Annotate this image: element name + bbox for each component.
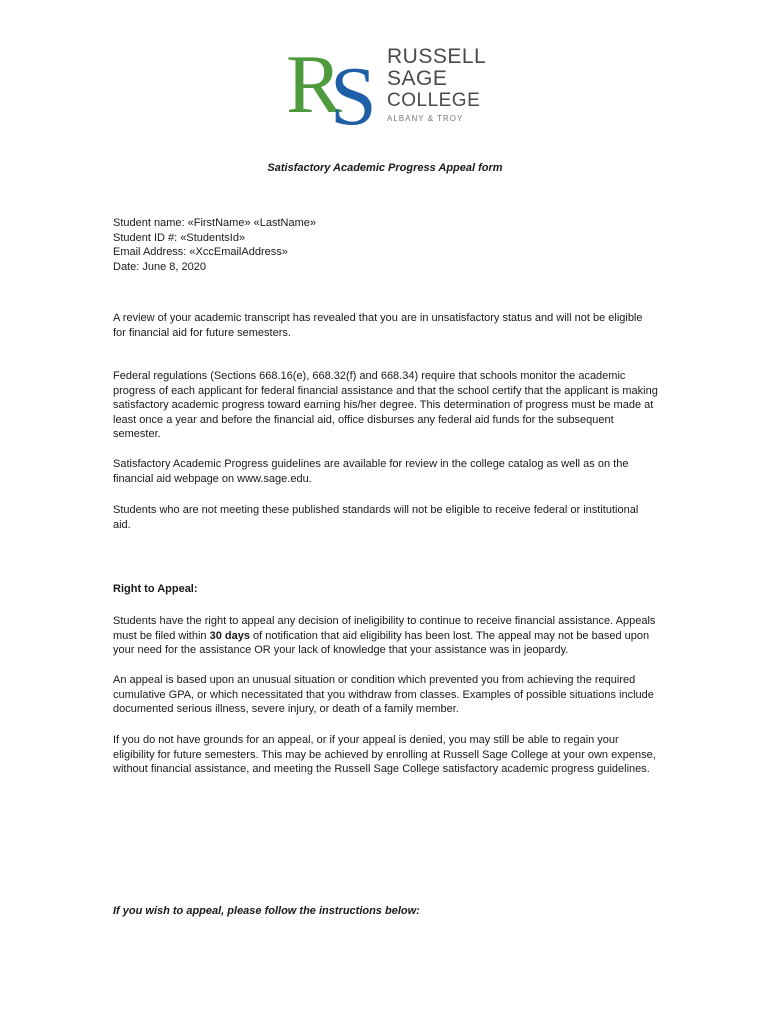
instructions-heading: If you wish to appeal, please follow the instructions below:: [113, 905, 420, 917]
paragraph-appeal-right: [113, 614, 658, 658]
paragraph-appeal-right-text: [113, 614, 658, 658]
paragraph-guidelines-text: Satisfactory Academic Progress guidelines are available for review in the college catalog as well as on the financial aid webpage on www.sage.edu.: [113, 458, 629, 485]
student-id: Student ID #: «StudentsId»: [113, 231, 246, 244]
logo-line-sage: SAGE: [387, 67, 448, 90]
logo-line-location: ALBANY & TROY: [387, 114, 464, 123]
paragraph-standards: [113, 503, 658, 532]
right-to-appeal-heading: Right to Appeal:: [113, 583, 198, 595]
student-name: Student name: «FirstName» «LastName»: [113, 217, 316, 229]
paragraph-status: [113, 311, 658, 340]
college-logo: [284, 44, 494, 128]
paragraph-regulations: [113, 369, 658, 442]
paragraph-guidelines: [113, 457, 658, 486]
student-email: Email Address: «XccEmailAddress»: [113, 246, 288, 259]
paragraph-status-text: A review of your academic transcript has revealed that you are in unsatisfactory status and will not be eligible for financial aid for future semesters.: [113, 312, 643, 339]
student-info: [113, 216, 658, 274]
appeal-text-after: of notification that aid eligibility has been lost. The appeal may not be based upon your need for the assistance OR your lack of knowledge that your assistance was in jeopardy.: [113, 629, 650, 657]
logo-initial-r: R: [286, 44, 343, 128]
logo-wordmark: [387, 46, 486, 125]
logo-line-russell: RUSSELL: [387, 45, 487, 68]
logo-initial-s: S: [330, 50, 377, 128]
paragraph-no-grounds: [113, 733, 658, 777]
paragraph-standards-text: Students who are not meeting these published standards will not be eligible to receive federal or institutional aid.: [113, 504, 639, 531]
paragraph-appeal-basis-text: An appeal is based upon an unusual situation or condition which prevented you from achieving the required cumulative GPA, or which necessitated that you withdraw from classes. Examples of possible situations include documented serious illness, severe injury, or death of a family member.: [113, 674, 654, 716]
logo-monogram: [284, 44, 384, 128]
paragraph-no-grounds-text: If you do not have grounds for an appeal, or if your appeal is denied, you may still be able to regain your eligibility for future semesters. This may be achieved by enrolling at Russell Sage College at your own expense, without financial assistance, and meeting the Russell Sage College satisfactory academic progress guidelines.: [113, 734, 656, 776]
paragraph-appeal-basis: [113, 673, 658, 717]
appeal-text-before: Students have the right to appeal any decision of ineligibility to continue to receive financial assistance. Appeals must be filed within: [113, 615, 656, 642]
appeal-deadline: 30 days: [209, 629, 250, 642]
form-title: Satisfactory Academic Progress Appeal form: [267, 162, 503, 174]
paragraph-regulations-text: Federal regulations (Sections 668.16(e), 668.32(f) and 668.34) require that schools monitor the academic progress of each applicant for federal financial assistance and that the school certify that the applicant is making satisfactory academic progress toward earning his/her degree. This determination of progress must be made at least once a year and before the financial aid, office disburses any federal aid funds for the subsequent semester.: [113, 370, 658, 441]
logo-line-college: COLLEGE: [387, 90, 481, 111]
letter-date: Date: June 8, 2020: [113, 260, 206, 273]
